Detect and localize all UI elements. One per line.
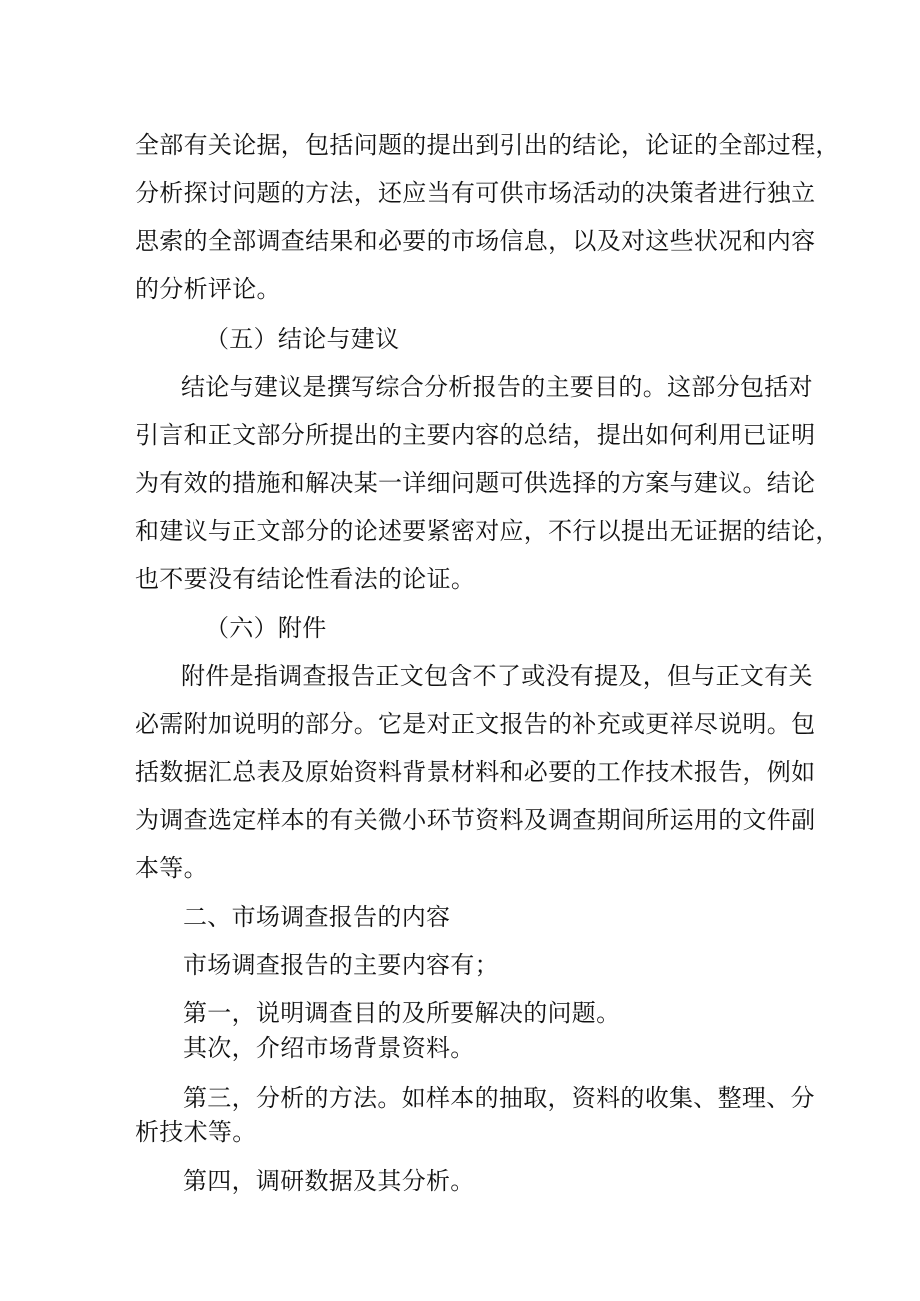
paragraph-line: 市场调查报告的主要内容有； bbox=[183, 951, 499, 979]
list-item-continuation: 析技术等。 bbox=[135, 1118, 257, 1146]
paragraph-line: 附件是指调查报告正文包含不了或没有提及，但与正文有关 bbox=[181, 662, 813, 690]
section-heading: （五）结论与建议 bbox=[205, 325, 400, 353]
paragraph-line: 全部有关论据，包括问题的提出到引出的结论，论证的全部过程， bbox=[135, 131, 840, 159]
section-heading: 二、市场调查报告的内容 bbox=[183, 903, 451, 931]
paragraph-line: 本等。 bbox=[135, 854, 208, 882]
paragraph-line: 也不要没有结论性看法的论证。 bbox=[135, 565, 476, 593]
paragraph-line: 和建议与正文部分的论述要紧密对应，不行以提出无证据的结论， bbox=[135, 517, 840, 545]
list-item: 第三，分析的方法。如样本的抽取，资料的收集、整理、分 bbox=[183, 1084, 815, 1112]
paragraph-line: 思索的全部调查结果和必要的市场信息，以及对这些状况和内容 bbox=[135, 227, 816, 255]
list-item: 第一，说明调查目的及所要解决的问题。 bbox=[183, 999, 621, 1027]
paragraph-line: 分析探讨问题的方法，还应当有可供市场活动的决策者进行独立 bbox=[135, 179, 816, 207]
paragraph-line: 括数据汇总表及原始资料背景材料和必要的工作技术报告，例如 bbox=[135, 758, 816, 786]
paragraph-line: 为调查选定样本的有关微小环节资料及调查期间所运用的文件副 bbox=[135, 806, 816, 834]
list-item: 其次，介绍市场背景资料。 bbox=[183, 1034, 475, 1062]
paragraph-line: 为有效的措施和解决某一详细问题可供选择的方案与建议。结论 bbox=[135, 469, 816, 497]
paragraph-line: 引言和正文部分所提出的主要内容的总结，提出如何利用已证明 bbox=[135, 421, 816, 449]
paragraph-line: 必需附加说明的部分。它是对正文报告的补充或更祥尽说明。包 bbox=[135, 710, 816, 738]
paragraph-line: 的分析评论。 bbox=[135, 275, 281, 303]
section-heading: （六）附件 bbox=[205, 614, 327, 642]
list-item: 第四，调研数据及其分析。 bbox=[183, 1167, 475, 1195]
paragraph-line: 结论与建议是撰写综合分析报告的主要目的。这部分包括对 bbox=[181, 373, 813, 401]
